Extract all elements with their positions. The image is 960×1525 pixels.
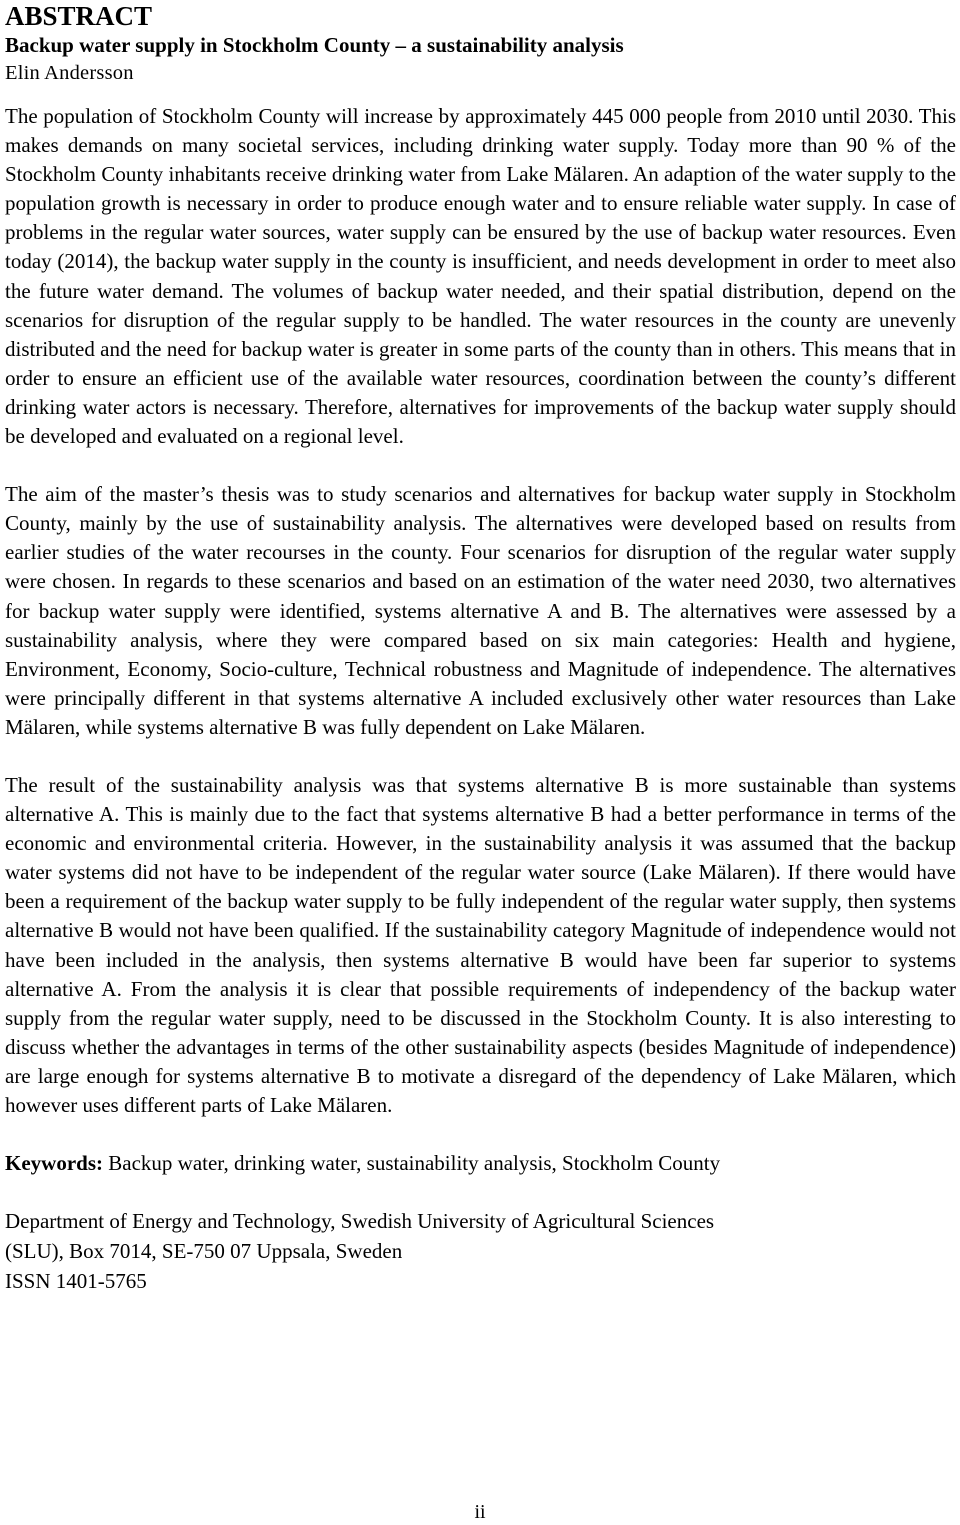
affiliation-block	[5, 1206, 956, 1296]
page-number: ii	[474, 1501, 486, 1523]
abstract-heading: ABSTRACT	[5, 1, 153, 31]
author-name: Elin Andersson	[5, 62, 134, 84]
abstract-paragraph-2: The aim of the master’s thesis was to study scenarios and alternatives for backup water supply in Stockholm County, mainly by the use of sustainability analysis. The alternatives were developed based on results from earlier studies of the water recourses in the county. Four scenarios for disruption of the regular water supply were chosen. In regards to these scenarios and based on an estimation of the water need 2030, two alternatives for backup water supply were identified, systems alternative A and B. The alternatives were assessed by a sustainability analysis, where they were compared based on six main categories: Health and hygiene, Environment, Economy, Socio-culture, Technical robustness and Magnitude of independence. The alternatives were principally different in that systems alternative A included exclusively other water resources than Lake Mälaren, while systems alternative B was fully dependent on Lake Mälaren.	[5, 482, 956, 739]
affiliation-line-1: Department of Energy and Technology, Swedish University of Agricultural Sciences	[5, 1209, 715, 1234]
abstract-page	[5, 0, 956, 1296]
issn-line: ISSN 1401-5765	[5, 1269, 147, 1294]
thesis-title: Backup water supply in Stockholm County – a sustainability analysis	[5, 33, 624, 57]
abstract-paragraph-1: The population of Stockholm County will increase by approximately 445 000 people from 2010 until 2030. This makes demands on many societal services, including drinking water supply. Today more than 90 % of the Stockholm County inhabitants receive drinking water from Lake Mälaren. An adaption of the water supply to the population growth is necessary in order to produce enough water and to ensure reliable water supply. In case of problems in the regular water sources, water supply can be ensured by the use of backup water resources. Even today (2014), the backup water supply in the county is insufficient, and needs development in order to meet also the future water demand. The volumes of backup water needed, and their spatial distribution, depend on the scenarios for disruption of the regular supply to be handled. The water resources in the county are unevenly distributed and the need for backup water is greater in some parts of the county than in others. This means that in order to ensure an efficient use of the available water resources, coordination between the county’s different drinking water actors is necessary. Therefore, alternatives for improvements of the backup water supply should be developed and evaluated on a regional level.	[5, 104, 956, 449]
keywords-line	[5, 1149, 956, 1178]
keywords-label: Keywords:	[5, 1151, 103, 1176]
keywords-text: Backup water, drinking water, sustainability analysis, Stockholm County	[103, 1151, 721, 1176]
affiliation-line-2: (SLU), Box 7014, SE-750 07 Uppsala, Sweden	[5, 1239, 403, 1264]
abstract-paragraph-3: The result of the sustainability analysis was that systems alternative B is more sustainable than systems alternative A. This is mainly due to the fact that systems alternative B had a better performance in terms of the economic and environmental criteria. However, in the sustainability analysis it was assumed that the backup water systems did not have to be independent of the regular water source (Lake Mälaren). If there would have been a requirement of the backup water supply to be fully independent of the regular water supply, then systems alternative B would not have been qualified. If the sustainability category Magnitude of independence would not have been included in the analysis, then systems alternative B would have been far superior to systems alternative A. From the analysis it is clear that possible requirements of independency of the backup water supply from the regular water supply, need to be discussed in the Stockholm County. It is also interesting to discuss whether the advantages in terms of the other sustainability aspects (besides Magnitude of independence) are large enough for systems alternative B to motivate a disregard of the dependency of Lake Mälaren, which however uses different parts of Lake Mälaren.	[5, 772, 956, 1117]
